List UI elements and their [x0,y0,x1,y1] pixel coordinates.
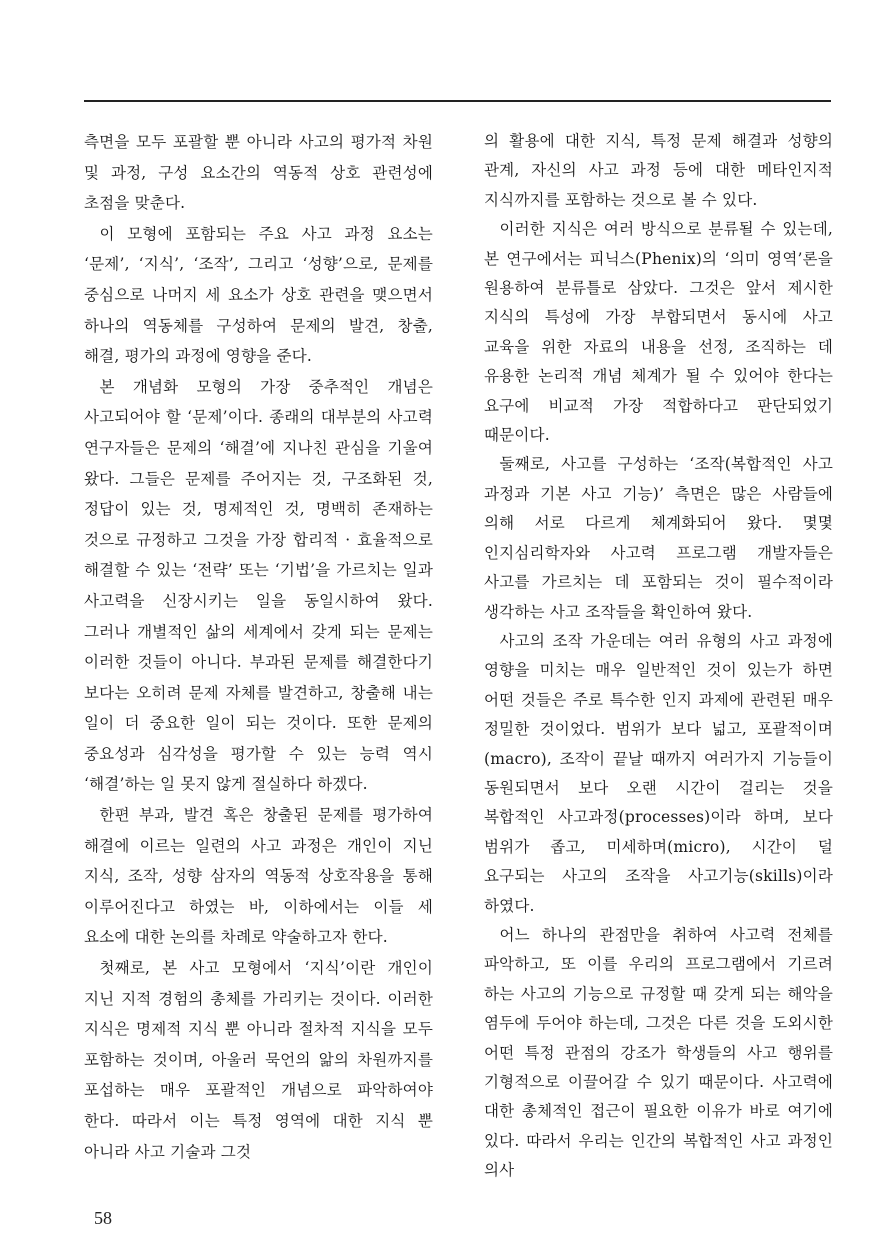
paragraph: 이러한 지식은 여러 방식으로 분류될 수 있는데, 본 연구에서는 피닉스(Phenix)의 ‘의미 영역’론을 원용하여 분류틀로 삼았다. 그것은 앞서 제시한 지식의 특성에 가장 부합되면서 동시에 사고 교육을 위한 자료의 내용을 선정, 조직하는 데 유용한 논리적 개념 체계가 될 수 있어야 한다는 요구에 비교적 가장 적합하다고 판단되었기 때문이다. [484,220,833,445]
paragraph: 의 활용에 대한 지식, 특정 문제 해결과 성향의 관계, 자신의 사고 과정 등에 대한 메타인지적 지식까지를 포함하는 것으로 볼 수 있다. [484,132,833,209]
paragraph: 어느 하나의 관점만을 취하여 사고력 전체를 파악하고, 또 이를 우리의 프로그램에서 기르려 하는 사고의 기능으로 규정할 때 갖게 되는 해악을 염두에 두어야 하는데, 그것은 다른 것을 도외시한 어떤 특정 관점의 강조가 학생들의 사고 행위를 기형적으로 이끌어갈 수 있기 때문이다. 사고력에 대한 총체적인 접근이 필요한 이유가 바로 여기에 있다. 따라서 우리는 인간의 복합적인 사고 과정인 의사 [484,925,833,1180]
paragraph: 첫째로, 본 사고 모형에서 ‘지식’이란 개인이 지닌 지적 경험의 총체를 가리키는 것이다. 이러한 지식은 명제적 지식 뿐 아니라 절차적 지식을 모두 포함하는 것이며, 아울러 묵언의 앎의 차원까지를 포섭하는 매우 포괄적인 개념으로 파악하여야 한다. 따라서 이는 특정 영역에 대한 지식 뿐 아니라 사고 기술과 그것 [84,959,433,1161]
paragraph: 둘째로, 사고를 구성하는 ‘조작(복합적인 사고 과정과 기본 사고 기능)’ 측면은 많은 사람들에 의해 서로 다르게 체계화되어 왔다. 몇몇 인지심리학자와 사고력 프로그램 개발자들은 사고를 가르치는 데 포함되는 것이 필수적이라 생각하는 사고 조작들을 확인하여 왔다. [484,455,833,621]
paragraph: 한편 부과, 발견 혹은 창출된 문제를 평가하여 해결에 이르는 일련의 사고 과정은 개인이 지닌 지식, 조작, 성향 삼자의 역동적 상호작용을 통해 이루어진다고 하였는 바, 이하에서는 이들 세 요소에 대한 논의를 차례로 약술하고자 한다. [84,806,433,947]
paragraph: 측면을 모두 포괄할 뿐 아니라 사고의 평가적 차원 및 과정, 구성 요소간의 역동적 상호 관련성에 초점을 맞춘다. [84,133,433,213]
paragraph: 본 개념화 모형의 가장 중추적인 개념은 사고되어야 할 ‘문제’이다. 종래의 대부분의 사고력 연구자들은 문제의 ‘해결’에 지나친 관심을 기울여 왔다. 그들은 문제를 주어지는 것, 구조화된 것, 정답이 있는 것, 명제적인 것, 명백히 존재하는 것으로 규정하고 그것을 가장 합리적 · 효율적으로 해결할 수 있는 ‘전략’ 또는 ‘기법’을 가르치는 일과 사고력을 신장시키는 일을 동일시하여 왔다. 그러나 개별적인 삶의 세계에서 갖게 되는 문제는 이러한 것들이 아니다. 부과된 문제를 해결한다기 보다는 오히려 문제 자체를 발견하고, 창출해 내는 일이 더 중요한 일이 되는 것이다. 또한 문제의 중요성과 심각성을 평가할 수 있는 능력 역시 ‘해결’하는 일 못지 않게 절실하다 하겠다. [84,377,433,794]
header-rule [84,100,831,102]
paragraph: 사고의 조작 가운데는 여러 유형의 사고 과정에 영향을 미치는 매우 일반적인 것이 있는가 하면 어떤 것들은 주로 특수한 인지 과제에 관련된 매우 정밀한 것이었다. 범위가 보다 넓고, 포괄적이며(macro), 조작이 끝날 때까지 여러가지 기능들이 동원되면서 보다 오랜 시간이 걸리는 것을 복합적인 사고과정(processes)이라 하며, 보다 범위가 좁고, 미세하며(micro), 시간이 덜 요구되는 사고의 조작을 사고기능(skills)이라 하였다. [484,631,833,915]
right-column [484,127,833,1186]
page-number: 58 [94,1208,112,1228]
left-column [84,127,433,1167]
paragraph: 이 모형에 포함되는 주요 사고 과정 요소는 ‘문제’, ‘지식’, ‘조작’, 그리고 ‘성향’으로, 문제를 중심으로 나머지 세 요소가 상호 관련을 맺으면서 하나의 역동체를 구성하여 문제의 발견, 창출, 해결, 평가의 과정에 영향을 준다. [84,224,433,366]
